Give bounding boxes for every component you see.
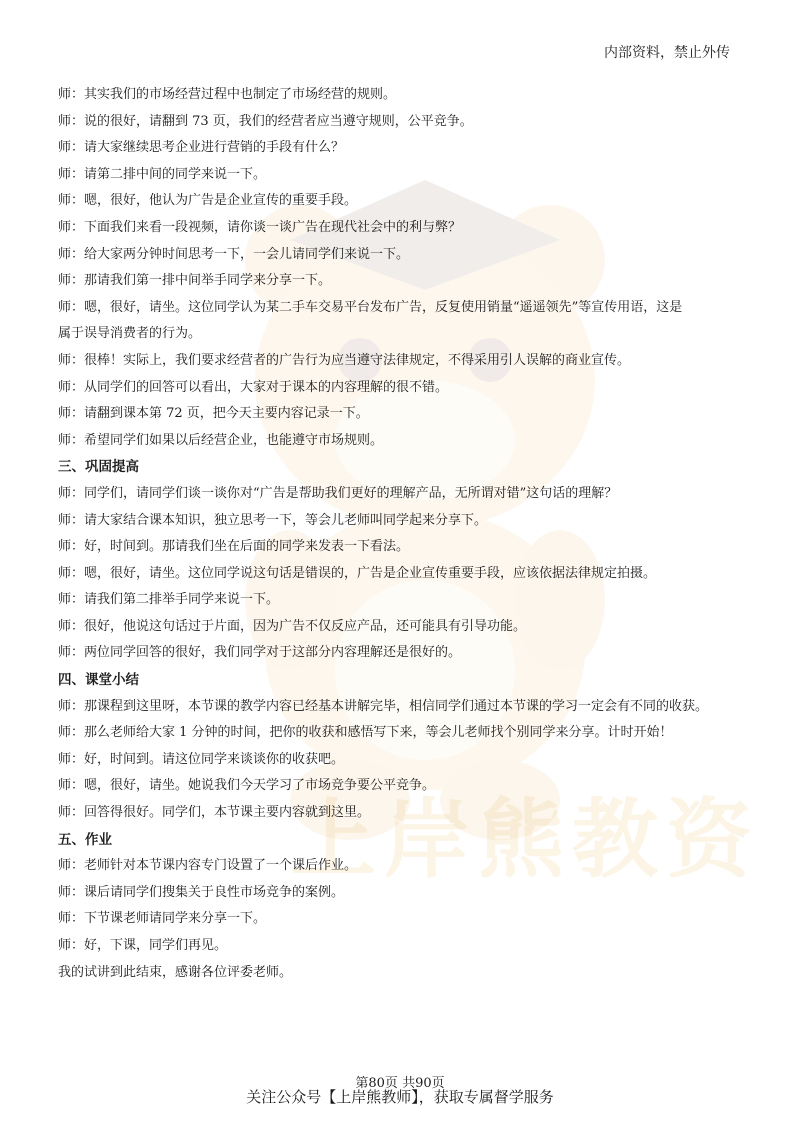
section-heading: 四、课堂小结 [58, 672, 139, 689]
text-line: 师：下面我们来看一段视频，请你谈一谈广告在现代社会中的利与弊？ [58, 219, 462, 235]
text-line: 师：很棒！实际上，我们要求经营者的广告行为应当遵守法律规定，不得采用引人误解的商业宣传。 [58, 352, 631, 368]
header-note: 内部资料，禁止外传 [604, 45, 730, 61]
text-line: 师：好，下课，同学们再见。 [58, 938, 228, 953]
text-line: 师：那请我们第一排中间举手同学来分享一下。 [58, 273, 332, 289]
promo-text: 关注公众号【上岸熊教师】，获取专属督学服务 [246, 1088, 554, 1106]
text-line: 师：嗯，很好，请坐。这位同学说这句话是错误的，广告是企业宣传重要手段，应该依据法律规定拍摄。 [58, 565, 657, 581]
text-line: 师：请大家结合课本知识，独立思考一下，等会儿老师叫同学起来分享下。 [58, 512, 488, 528]
text-line: 师：嗯，很好，请坐。这位同学认为某二手车交易平台发布广告，反复使用销量“遥遥领先”等宣传用语，这是 [58, 299, 683, 315]
text-line: 师：请第二排中间的同学来说一下。 [58, 166, 267, 182]
text-line: 师：好，时间到。那请我们坐在后面的同学来发表一下看法。 [58, 539, 410, 555]
text-line: 师：很好，他说这句话过于片面，因为广告不仅反应产品，还可能具有引导功能。 [58, 618, 527, 634]
text-line: 师：其实我们的市场经营过程中也制定了市场经营的规则。 [58, 87, 397, 102]
text-line: 师：希望同学们如果以后经营企业，也能遵守市场规则。 [58, 432, 384, 448]
text-line: 我的试讲到此结束，感谢各位评委老师。 [58, 964, 293, 980]
text-line: 师：嗯，很好，请坐。她说我们今天学习了市场竞争要公平竞争。 [58, 778, 436, 794]
text-line: 师：好，时间到。请这位同学来谈谈你的收获吧。 [58, 751, 345, 767]
text-line: 师：从同学们的回答可以看出，大家对于课本的内容理解的很不错。 [58, 379, 449, 395]
text-line: 师：嗯，很好，他认为广告是企业宣传的重要手段。 [58, 193, 358, 209]
text-line: 师：两位同学回答的很好，我们同学对于这部分内容理解还是很好的。 [58, 645, 462, 661]
text-line: 师：老师针对本节课内容专门设置了一个课后作业。 [58, 858, 358, 874]
text-line: 师：下节课老师请同学来分享一下。 [58, 911, 267, 927]
text-line: 师：请大家继续思考企业进行营销的手段有什么？ [58, 140, 345, 156]
page-number: 第80页 共90页 [355, 1076, 445, 1091]
text-line: 师：课后请同学们搜集关于良性市场竞争的案例。 [58, 884, 345, 900]
text-line: 师：回答得很好。同学们，本节课主要内容就到这里。 [58, 805, 371, 821]
text-line: 师：给大家两分钟时间思考一下，一会儿请同学们来说一下。 [58, 246, 410, 262]
section-heading: 五、作业 [58, 831, 112, 848]
section-heading: 三、巩固提高 [58, 459, 139, 476]
text-line: 师：请翻到课本第 72 页，把今天主要内容记录一下。 [58, 406, 369, 422]
watermark-text: 上岸熊教资 [290, 790, 760, 890]
text-line: 师：说的很好，请翻到 73 页，我们的经营者应当遵守规则，公平竞争。 [58, 113, 473, 129]
text-line: 师：那么老师给大家 1 分钟的时间，把你的收获和感悟写下来，等会儿老师找个别同学来分享。计时开始！ [58, 725, 673, 741]
text-line: 师：请我们第二排举手同学来说一下。 [58, 592, 280, 608]
text-line: 师：同学们，请同学们谈一谈你对“广告是帮助我们更好的理解产品，无所谓对错”这句话的理解？ [58, 485, 618, 501]
document-body [58, 82, 748, 986]
text-line: 属于误导消费者的行为。 [58, 326, 202, 342]
text-line: 师：那课程到这里呀，本节课的教学内容已经基本讲解完毕，相信同学们通过本节课的学习一定会有不同的收获。 [58, 698, 709, 714]
